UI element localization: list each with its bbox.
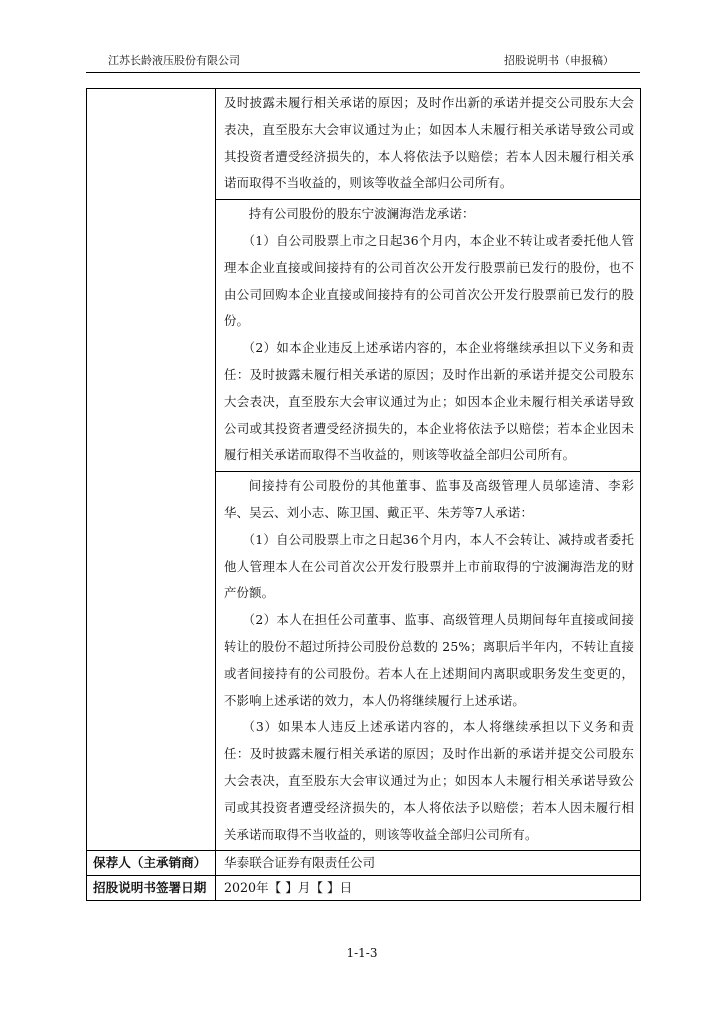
sponsor-label-cell: [87, 851, 216, 876]
sponsor-value-cell: [216, 851, 641, 876]
table-row: [87, 851, 641, 876]
ningbo-intro: 持有公司股份的股东宁波澜海浩龙承诺：: [248, 206, 475, 222]
sponsor-label: 保荐人（主承销商）: [93, 855, 207, 871]
header-doc-title: 招股说明书（申报稿）: [504, 54, 614, 67]
commitment-cell-ningbo: [216, 200, 641, 472]
commitment-continued-text: 及时披露未履行相关承诺的原因；及时作出新的承诺并提交公司股东大会表决，直至股东大会审议通过为止；如因本人未履行相关承诺导致公司或其投资者遭受经济损失的，本人将依法予以赔偿；若本人因未履行相关承诺而取得不当收益的，则该等收益全部归公司所有。: [224, 95, 634, 191]
directors-clause-2: （2）本人在担任公司董事、监事、高级管理人员期间每年直接或间接转让的股份不超过所持公司股份总数的 25%；离职后半年内，不转让直接或者间接持有的公司股份。若本人在上述期间内离职或职务发生变更的，不影响上述承诺的效力，本人仍将继续履行上述承诺。: [224, 612, 634, 708]
directors-intro: 间接持有公司股份的其他董事、监事及高级管理人员邬逵清、李彩华、吴云、刘小志、陈卫国、戴正平、朱芳等7人承诺：: [224, 478, 634, 520]
signing-date-value: 2020年【 】月【 】日: [224, 880, 353, 896]
table-row: [87, 876, 641, 901]
date-label-cell: [87, 876, 216, 901]
directors-clause-1: （1）自公司股票上市之日起36个月内，本人不会转让、减持或者委托他人管理本人在公司首次公开发行股票并上市前取得的宁波澜海浩龙的财产份额。: [224, 531, 634, 601]
empty-label-cell: [87, 89, 216, 851]
sponsor-value: 华泰联合证券有限责任公司: [224, 855, 376, 871]
commitment-cell-continued: [216, 89, 641, 200]
table-row: [87, 89, 641, 200]
commitment-cell-directors: [216, 472, 641, 851]
ningbo-clause-1: （1）自公司股票上市之日起36个月内，本企业不转让或者委托他人管理本企业直接或间接持有的公司首次公开发行股票前已发行的股份，也不由公司回购本企业直接或间接持有的公司首次公开发行股票前已发行的股份。: [224, 232, 634, 329]
page-number: 1-1-3: [346, 946, 378, 960]
ningbo-clause-2: （2）如本企业违反上述承诺内容的，本企业将继续承担以下义务和责任：及时披露未履行相关承诺的原因；及时作出新的承诺并提交公司股东大会表决，直至股东大会审议通过为止；如因本企业未履行相关承诺导致公司或其投资者遭受经济损失的，本企业将依法予以赔偿；若本企业因未履行相关承诺而取得不当收益的，则该等收益全部归公司所有。: [224, 340, 634, 463]
date-value-cell: [216, 876, 641, 901]
header-company: 江苏长龄液压股份有限公司: [108, 54, 240, 67]
signing-date-label: 招股说明书签署日期: [93, 880, 207, 896]
directors-clause-3: （3）如果本人违反上述承诺内容的，本人将继续承担以下义务和责任：及时披露未履行相关承诺的原因；及时作出新的承诺并提交公司股东大会表决，直至股东大会审议通过为止；如因本人未履行相关承诺导致公司或其投资者遭受经济损失的，本人将依法予以赔偿；若本人因未履行相关承诺而取得不当收益的，则该等收益全部归公司所有。: [224, 719, 634, 842]
header-rule: [86, 72, 640, 73]
prospectus-table: [86, 88, 641, 901]
